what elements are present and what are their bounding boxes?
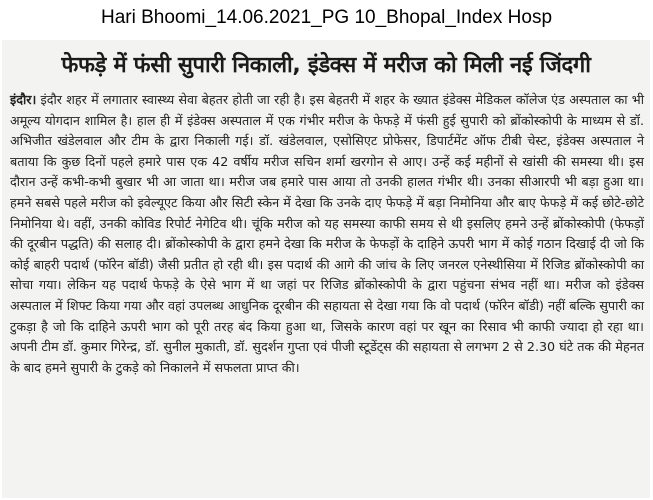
article-body (10, 90, 644, 378)
article-dateline: इंदौर। (10, 92, 37, 107)
article-body-text: इंदौर शहर में लगातार स्वास्थ्य सेवा बेहतर होती जा रही है। इस बेहतरी में शहर के ख्यात इंडेक्स मेडिकल कॉलेज एंड अस्पताल का भी अमूल्य योगदान शामिल है। हाल ही में इंडेक्स अस्पताल में एक गंभीर मरीज के फेफड़े में फंसी हुई सुपारी को ब्रोंकोस्कोपी के माध्यम से डॉ. अभिजीत खंडेलवाल और टीम के द्वारा निकाली गई। डॉ. खंडेलवाल, एसोसिएट प्रोफेसर, डिपार्टमेंट ऑफ टीबी चेस्ट, इंडेक्स अस्पताल ने बताया कि कुछ दिनों पहले हमारे पास एक 42 वर्षीय मरीज सचिन शर्मा खरगोन से आए। उन्हें कई महीनों से खांसी की समस्या थी। इस दौरान उन्हें कभी-कभी बुखार भी आ जाता था। मरीज जब हमारे पास आया तो उनकी हालत गंभीर थी। उनका सीआरपी भी बड़ा हुआ था। हमने सबसे पहले मरीज को इवेल्यूएट किया और सिटी स्केन में देखा कि उनके दाए फेफड़े में बड़ा निमोनिया और बाए फेफड़े में कई छोटे-छोटे निमोनिया थे। वहीं, उनकी कोविड रिपोर्ट नेगेटिव थी। चूंकि मरीज को यह समस्या काफी समय से थी इसलिए हमने उन्हें ब्रोंकोस्कोपी (फेफड़ों की दूरबीन पद्धति) की सलाह दी। ब्रोंकोस्कोपी के द्वारा हमने देखा कि मरीज के फेफड़ों के दाहिने ऊपरी भाग में कोई गठान दिखाई दी जो कि कोई बाहरी पदार्थ (फॉरेन बॉडी) जैसी प्रतीत हो रही थी। इस पदार्थ की आगे की जांच के लिए जनरल एनेस्थीसिया में रिजिड ब्रोंकोस्कोपी का सोचा गया। लेकिन यह पदार्थ फेफड़े के ऐसे भाग में था जहां पर रिजिड ब्रोंकोस्कोपी के द्वारा पहुंचना संभव नहीं था। मरीज को इंडेक्स अस्पताल में शिफ्ट किया गया और वहां उपलब्ध आधुनिक दूरबीन की सहायता से देखा गया कि वो पदार्थ (फॉरेन बॉडी) नहीं बल्कि सुपारी का टुकड़ा है जो कि दाहिने ऊपरी भाग को पूरी तरह बंद किया हुआ था, जिसके कारण वहां पर खून का रिसाव भी काफी ज्यादा हो रहा था। अपनी टीम डॉ. कुमार गिरेन्द्र, डॉ. सुनील मुकाती, डॉ. सुदर्शन गुप्ता एवं पीजी स्टूडेंट्स की सहायता से लगभग 2 से 2.30 घंटे तक की मेहनत के बाद हमने सुपारी के टुकड़े को निकालने में सफलता प्राप्त की। (10, 92, 644, 375)
article-headline: फेफड़े में फंसी सुपारी निकाली, इंडेक्स में मरीज को मिली नई जिंदगी (61, 53, 591, 78)
newspaper-clipping (2, 40, 650, 498)
clipping-caption: Hari Bhoomi_14.06.2021_PG 10_Bhopal_Index Hosp (100, 7, 553, 28)
